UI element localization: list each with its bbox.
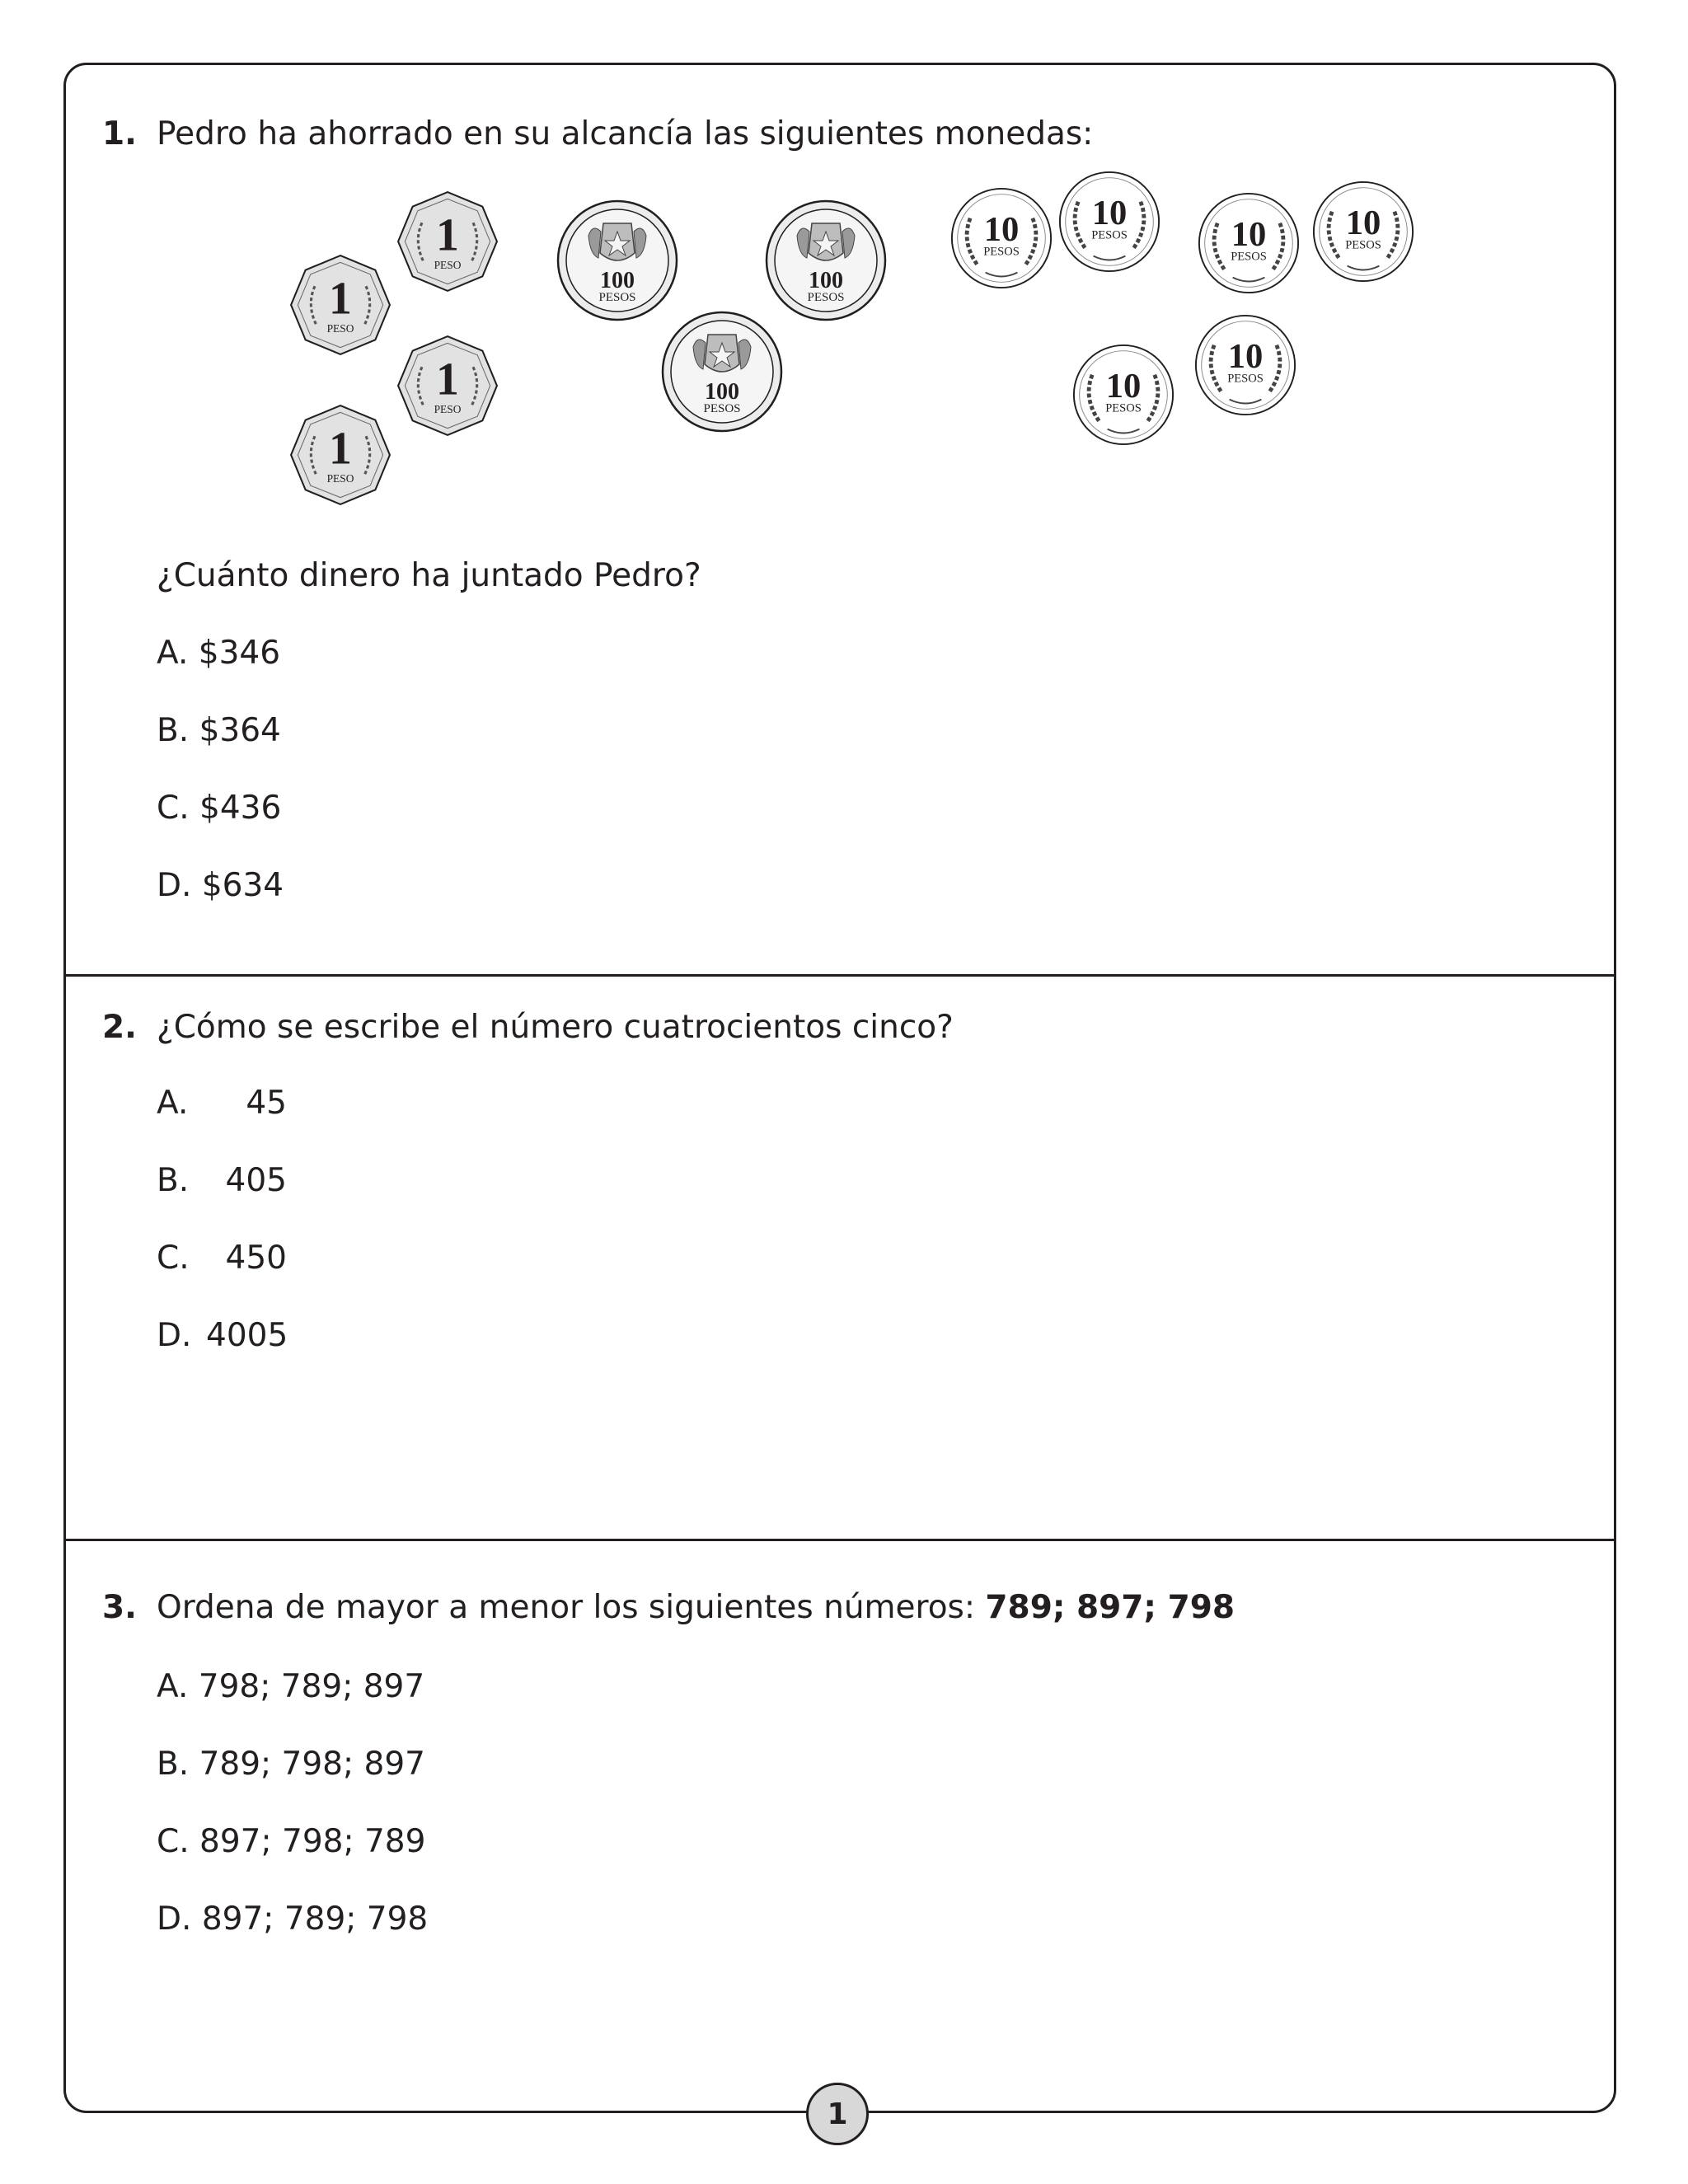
question-2-option-a[interactable] (157, 1085, 287, 1122)
question-1-option-d[interactable] (157, 867, 284, 905)
coin-value-text: 1 (436, 209, 459, 261)
coin-10-pesos (950, 186, 1053, 290)
option-letter: A. (157, 1085, 189, 1122)
question-3-numbers: 789; 897; 798 (985, 1589, 1235, 1626)
option-value: 798; 789; 897 (198, 1668, 425, 1705)
coin-value-text: 100 (600, 268, 635, 293)
option-letter: B. (157, 1746, 190, 1783)
divider-1 (63, 974, 1616, 977)
coin-label-text: PESOS (1105, 401, 1142, 415)
option-value: $634 (201, 867, 284, 904)
coin-label-text: PESOS (1231, 250, 1267, 264)
question-1-option-b[interactable] (157, 712, 281, 750)
coin-1-peso (289, 254, 392, 356)
coin-label-text: PESOS (807, 291, 845, 304)
option-letter: D. (157, 867, 192, 904)
coin-value-text: 10 (983, 209, 1020, 249)
coin-label-text: PESOS (598, 291, 636, 304)
option-value: 897; 798; 789 (199, 1823, 426, 1860)
option-value: 45 (246, 1085, 287, 1122)
question-3-option-a[interactable] (157, 1668, 424, 1706)
question-2-text: ¿Cómo se escribe el número cuatrocientos cinco? (157, 1009, 954, 1046)
coin-value-text: 10 (1345, 203, 1381, 242)
coin-value-text: 100 (705, 379, 739, 405)
coin-10-pesos (1311, 180, 1415, 284)
coin-10-pesos (1057, 170, 1161, 274)
question-3-text (157, 1589, 1235, 1627)
coin-1-peso (396, 190, 499, 293)
coin-value-text: 10 (1091, 193, 1128, 232)
coin-label-text: PESOS (1227, 372, 1264, 386)
page-frame (63, 63, 1616, 2113)
coin-10-pesos (1193, 313, 1297, 417)
option-value: 789; 798; 897 (199, 1746, 425, 1783)
option-letter: C. (157, 790, 190, 827)
question-1-number: 1. (102, 115, 137, 152)
option-letter: A. (157, 1668, 189, 1705)
coin-value-text: 10 (1231, 214, 1267, 254)
coin-value-text: 1 (329, 273, 352, 325)
option-value: $346 (198, 635, 281, 672)
coin-label-text: PESO (326, 472, 354, 485)
coin-label-text: PESOS (1345, 238, 1381, 252)
coin-label-text: PESOS (703, 402, 741, 415)
question-2-option-d[interactable] (157, 1317, 287, 1355)
question-3-text-main: Ordena de mayor a menor los siguientes números: (157, 1589, 986, 1626)
question-2-option-b[interactable] (157, 1162, 287, 1200)
coin-100-pesos (556, 199, 679, 322)
coin-100-pesos (660, 310, 784, 434)
page-number: 1 (806, 2083, 869, 2145)
option-letter: C. (157, 1240, 190, 1277)
coin-label-text: PESO (326, 322, 354, 335)
question-1-text: Pedro ha ahorrado en su alcancía las siguientes monedas: (157, 115, 1094, 152)
question-1-option-c[interactable] (157, 790, 281, 827)
coin-10-pesos (1071, 343, 1175, 447)
coin-100-pesos (764, 199, 888, 322)
divider-2 (63, 1539, 1616, 1541)
question-1-subquestion: ¿Cuánto dinero ha juntado Pedro? (157, 557, 701, 594)
option-value: 897; 789; 798 (201, 1900, 429, 1938)
coin-10-pesos (1197, 191, 1301, 295)
coin-value-text: 1 (436, 354, 459, 405)
option-letter: D. (157, 1900, 192, 1938)
coin-value-text: 1 (329, 423, 352, 475)
question-2-option-c[interactable] (157, 1240, 287, 1277)
option-letter: C. (157, 1823, 190, 1860)
coin-1-peso (289, 404, 392, 506)
option-letter: D. (157, 1317, 192, 1354)
coin-1-peso (396, 335, 499, 437)
coin-value-text: 10 (1105, 366, 1142, 405)
option-value: 405 (225, 1162, 287, 1199)
question-3-option-c[interactable] (157, 1823, 425, 1861)
coin-label-text: PESOS (1091, 228, 1128, 242)
option-letter: B. (157, 712, 190, 749)
option-value: $436 (199, 790, 282, 827)
option-value: 4005 (206, 1317, 288, 1354)
option-value: $364 (199, 712, 281, 749)
option-value: 450 (225, 1240, 287, 1277)
option-letter: B. (157, 1162, 190, 1199)
question-2-number: 2. (102, 1009, 137, 1046)
coin-value-text: 10 (1227, 336, 1264, 376)
option-letter: A. (157, 635, 189, 672)
question-3-option-d[interactable] (157, 1900, 428, 1938)
question-3-option-b[interactable] (157, 1746, 425, 1783)
question-1-option-a[interactable] (157, 635, 280, 673)
coin-label-text: PESOS (983, 245, 1020, 259)
question-3-number: 3. (102, 1589, 137, 1626)
coin-label-text: PESO (434, 403, 462, 416)
coin-value-text: 100 (809, 268, 843, 293)
coin-label-text: PESO (434, 259, 462, 272)
